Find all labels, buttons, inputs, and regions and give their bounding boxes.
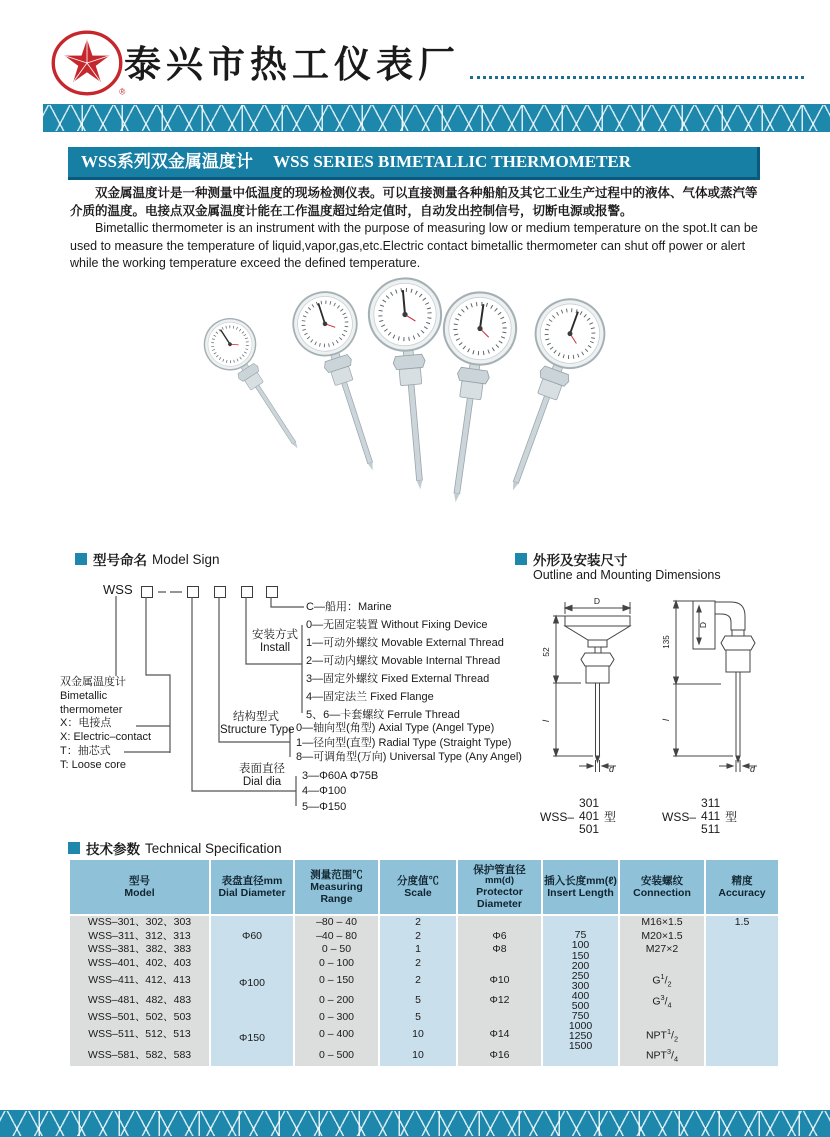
install-option: 5、6—卡套螺纹 Ferrule Thread	[306, 709, 460, 721]
spec-table	[68, 860, 780, 1066]
lattice-band-top	[43, 104, 830, 132]
col-scale: 分度值℃ Scale	[380, 860, 456, 916]
install-label-cn: 安装方式	[252, 629, 298, 641]
cell-connection: M27×2	[620, 943, 704, 957]
spec-heading	[68, 838, 282, 858]
dial-group-label	[232, 763, 292, 789]
col-accuracy: 精度 Accuracy	[706, 860, 778, 916]
cell-protector: Φ14	[458, 1025, 541, 1046]
cell-model: WSS–511、512、513	[70, 1025, 209, 1046]
cell-insert-lengths: 75 100 150 200 250 300 400 500 750 1000 1250 1500	[543, 916, 618, 1066]
cell-dial: Φ150	[211, 1011, 293, 1066]
page-title	[68, 147, 760, 180]
cell-scale: 10	[380, 1025, 456, 1046]
model-range-left	[540, 797, 616, 836]
cell-connection: M16×1.5	[620, 916, 704, 930]
col-insert-length: 插入长度mm(ℓ) Insert Length	[543, 860, 618, 916]
model-number: 411	[701, 809, 721, 823]
model-suffix: 型	[604, 810, 617, 824]
install-option: 2—可动内螺纹 Movable Internal Thread	[306, 655, 501, 667]
dim-D: D	[593, 596, 601, 606]
cell-model: WSS–301、302、303	[70, 916, 209, 930]
cell-scale: 2	[380, 957, 456, 971]
intro-en: Bimetallic thermometer is an instrument with the purpose of measuring low or medium temperature on the spot.It can be used to measure the temperature of liquid,vapor,gas,etc.Electric contact bimetallic thermometer can shut off power or alert while the working temperature exceed the defined temperature.	[70, 221, 758, 270]
outline-heading	[515, 549, 633, 569]
table-row	[70, 970, 778, 991]
model-number: 401	[579, 809, 600, 823]
lattice-band-bottom	[0, 1110, 830, 1137]
cell-range: 0 – 500	[295, 1045, 378, 1066]
thermometer-type-labels	[60, 676, 151, 773]
dial-option: 5—Φ150	[302, 800, 347, 813]
table-row	[70, 930, 778, 944]
dim-d: d	[750, 764, 756, 774]
cell-protector: Φ8	[458, 943, 541, 957]
model-number: 501	[579, 822, 600, 836]
model-numbers	[579, 797, 599, 836]
cell-scale: 2	[380, 970, 456, 991]
cell-protector	[458, 916, 541, 930]
marine-option: C—船用：Marine	[306, 601, 392, 613]
dial-label-en: Dial dia	[242, 776, 282, 788]
cell-scale: 1	[380, 943, 456, 957]
col-connection: 安装螺纹 Connection	[620, 860, 704, 916]
label-line: 双金属温度计	[60, 676, 126, 688]
dim-135: 135	[662, 635, 671, 649]
cell-scale: 2	[380, 930, 456, 944]
model-sign-heading-cn: 型号命名	[93, 553, 147, 568]
outline-drawing-axial	[655, 596, 795, 796]
col-protector-diameter: 保护管直径 mm(d) Protector Diameter	[458, 860, 541, 916]
label-line: Bimetallic	[60, 689, 108, 702]
header-row	[124, 42, 804, 88]
table-row	[70, 943, 778, 957]
model-numbers	[701, 797, 720, 836]
label-line: X: Electric–contact	[60, 731, 152, 744]
model-number: 511	[701, 822, 721, 836]
model-number: 311	[701, 796, 721, 810]
cell-dial: Φ60	[211, 916, 293, 957]
structure-label-cn: 结构型式	[233, 711, 279, 723]
spec-heading-cn: 技术参数	[86, 842, 140, 857]
outline-heading-en: Outline and Mounting Dimensions	[533, 568, 721, 582]
cell-protector	[458, 957, 541, 971]
cell-model: WSS–381、382、383	[70, 943, 209, 957]
table-row	[70, 1025, 778, 1046]
dim-l: l	[661, 719, 671, 721]
cell-connection: $NPT^1/_2$	[620, 1025, 704, 1046]
cell-protector: Φ6	[458, 930, 541, 944]
col-measuring-range: 测量范围℃ Measuring Range	[295, 860, 378, 916]
product-photo	[150, 274, 670, 540]
dim-52: 52	[541, 647, 551, 657]
cell-scale: 5	[380, 1011, 456, 1025]
cell-protector: Φ16	[458, 1045, 541, 1066]
model-prefix: WSS	[103, 582, 133, 597]
cell-range: 0 – 200	[295, 991, 378, 1012]
cell-connection: $G^3/_4$	[620, 991, 704, 1012]
install-options	[306, 616, 504, 724]
col-model: 型号 Model	[70, 860, 209, 916]
company-logo	[44, 30, 130, 115]
structure-label-en: Structure Type	[220, 724, 295, 736]
install-option: 0—无固定装置 Without Fixing Device	[306, 619, 488, 631]
dial-option: 3—Φ60A Φ75B	[302, 770, 379, 782]
table-row	[70, 957, 778, 971]
cell-range: 0 – 300	[295, 1011, 378, 1025]
table-row	[70, 991, 778, 1012]
model-range-right	[662, 797, 737, 836]
label-line: X：电接点	[60, 717, 112, 730]
cell-protector: Φ12	[458, 991, 541, 1012]
model-number: 301	[579, 796, 600, 810]
cell-range: 0 – 100	[295, 957, 378, 971]
cell-range: 0 – 400	[295, 1025, 378, 1046]
install-option: 3—固定外螺纹 Fixed External Thread	[306, 673, 490, 685]
dim-l: l	[541, 720, 551, 722]
install-group-label	[246, 629, 304, 655]
cell-model: WSS–311、312、313	[70, 930, 209, 944]
section-marker-icon	[515, 553, 527, 565]
cell-range: –40 – 80	[295, 930, 378, 944]
label-line: thermometer	[60, 703, 123, 716]
install-option: 4—固定法兰 Fixed Flange	[306, 691, 434, 703]
cell-scale: 2	[380, 916, 456, 930]
spec-heading-en: Technical Specification	[145, 840, 282, 856]
cell-connection: $NPT^3/_4$	[620, 1045, 704, 1066]
install-option: 1—可动外螺纹 Movable External Thread	[306, 637, 504, 649]
cell-model: WSS–411、412、413	[70, 970, 209, 991]
cell-model: WSS–501、502、503	[70, 1011, 209, 1025]
dim-d: d	[609, 764, 615, 774]
registered-mark: ®	[119, 87, 126, 96]
cell-model: WSS–401、402、403	[70, 957, 209, 971]
structure-option: 1—径向型(直型) Radial Type (Straight Type)	[296, 736, 512, 749]
dim-D: D	[698, 621, 708, 629]
table-row	[70, 1045, 778, 1066]
cell-connection: M20×1.5	[620, 930, 704, 944]
model-prefix-label: WSS–	[662, 809, 697, 824]
cell-connection	[620, 957, 704, 971]
structure-options	[296, 721, 522, 765]
table-row	[70, 1011, 778, 1025]
intro-text	[70, 185, 764, 273]
spec-table-header	[70, 860, 778, 916]
label-line: T: Loose core	[60, 758, 127, 771]
cell-connection: $G^1/_2$	[620, 970, 704, 991]
cell-model: WSS–581、582、583	[70, 1045, 209, 1066]
cell-accuracy: 1.5	[706, 916, 778, 1066]
page-title-cn: WSS系列双金属温度计	[81, 152, 253, 171]
table-row	[70, 916, 778, 930]
cell-protector: Φ10	[458, 970, 541, 991]
structure-option: 0—轴向型(角型) Axial Type (Angel Type)	[296, 722, 495, 734]
cell-dial: Φ100	[211, 957, 293, 1012]
section-marker-icon	[68, 842, 80, 854]
col-dial-diameter: 表盘直径mm Dial Diameter	[211, 860, 293, 916]
cell-scale: 5	[380, 991, 456, 1012]
structure-option: 8—可调角型(万向) Universal Type (Any Angel)	[296, 751, 522, 764]
outline-drawing-radial	[535, 596, 665, 796]
cell-protector	[458, 1011, 541, 1025]
cell-range: 0 – 150	[295, 970, 378, 991]
cell-model: WSS–481、482、483	[70, 991, 209, 1012]
cell-range: –80 – 40	[295, 916, 378, 930]
model-prefix-label: WSS–	[540, 809, 575, 824]
intro-cn: 双金属温度计是一种测量中低温度的现场检测仪表。可以直接测量各种船舶及其它工业生产过程中的液体、气体或蒸汽等介质的温度。电接点双金属温度计能在工作温度超过给定值时，自动发出控制信号，切断电源或报警。	[70, 186, 758, 218]
spec-table-body	[70, 916, 778, 1066]
cell-range: 0 – 50	[295, 943, 378, 957]
dotted-leader	[470, 75, 804, 79]
dial-label-cn: 表面直径	[239, 763, 285, 775]
install-label-en: Install	[259, 642, 291, 654]
dial-option: 4—Φ100	[302, 785, 347, 798]
red-star-logo-icon	[48, 30, 126, 96]
cell-connection	[620, 1011, 704, 1025]
structure-group-label	[220, 711, 295, 737]
dial-options	[302, 769, 378, 815]
model-sign-heading-en: Model Sign	[152, 551, 220, 567]
page-title-en: WSS SERIES BIMETALLIC THERMOMETER	[273, 152, 632, 171]
outline-heading-cn: 外形及安装尺寸	[533, 553, 628, 568]
company-name: 泰兴市热工仪表厂	[124, 44, 460, 85]
cell-scale: 10	[380, 1045, 456, 1066]
label-line: T：抽芯式	[60, 744, 111, 757]
model-suffix: 型	[725, 810, 738, 824]
